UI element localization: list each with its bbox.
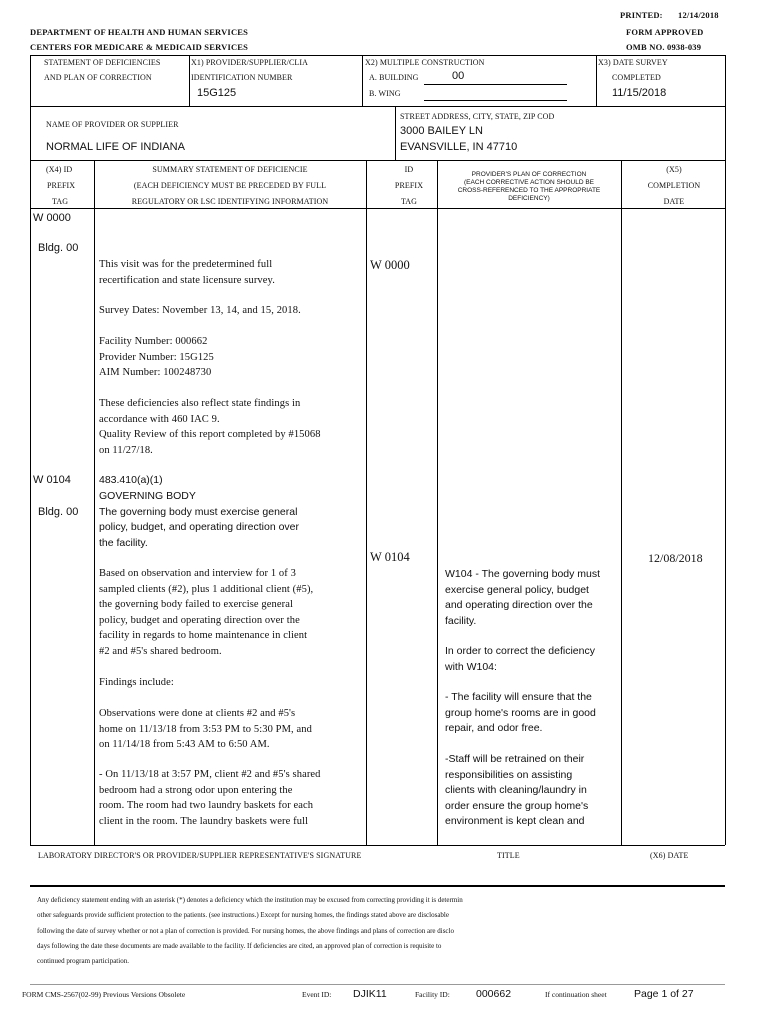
- tag-w0000-left: W 0000: [33, 212, 71, 224]
- event-id-label: Event ID:: [302, 990, 332, 999]
- plan-governing-body: W104 - The governing body must exercise general policy, budget and operating direction over the facility.: [445, 568, 601, 627]
- disclaimer-text: Any deficiency statement ending with an asterisk (*) denotes a deficiency which the institution may be excused from correcting providing it is determin other safeguards provide sufficient protection to the patients. (see instructions.) Except for nursing homes, the findings stated above are disclosable following the date of survey whether or not a plan of correction is provided. For nursing homes, the above findings and plans of correction are disclo days following the date these documents are made available to the facility. If deficiencies are cited, an approved plan of correction is requisite to continued program participation.: [37, 896, 463, 966]
- form-approved: FORM APPROVED: [626, 27, 704, 37]
- provider-name: NORMAL LIFE OF INDIANA: [46, 141, 185, 153]
- plan-header-3: CROSS-REFERENCED TO THE APPROPRIATE: [457, 187, 601, 194]
- summary-header-1: SUMMARY STATEMENT OF DEFICIENCIE: [152, 165, 308, 174]
- tag-w0104-right: W 0104: [370, 550, 410, 564]
- paragraph-governing-body: 483.410(a)(1) GOVERNING BODY The governing body must exercise general policy, budget, and operating direction over the facility.: [99, 474, 300, 550]
- plan-header-4: DEFICIENCY): [508, 195, 550, 202]
- tag-w0000-right: W 0000: [370, 258, 410, 272]
- wing-label: B. WING: [369, 89, 401, 98]
- page-number: Page 1 of 27: [634, 988, 694, 1000]
- paragraph-bedroom-odor: - On 11/13/18 at 3:57 PM, client #2 and #5's shared bedroom had a strong odor upon entering the room. The room had two laundry baskets for each client in the room. The laundry baskets were full: [99, 769, 321, 827]
- bldg-00-second: Bldg. 00: [38, 506, 79, 518]
- paragraph-observation-basis: Based on observation and interview for 1 of 3 sampled clients (#2), plus 1 additional client (#5), the governing body failed to exercise general policy, budget and operating direction over the facility in regards to home maintenance in client #2 and #5's shared bedroom.: [99, 568, 314, 657]
- x5-header-1: (X5): [666, 165, 682, 174]
- statement-label-1: STATEMENT OF DEFICIENCIES: [44, 58, 161, 67]
- x4-header-3: TAG: [52, 197, 69, 206]
- printed-date: 12/14/2018: [678, 10, 719, 20]
- x3-label-2: COMPLETED: [612, 73, 661, 82]
- centers-title: CENTERS FOR MEDICARE & MEDICAID SERVICES: [30, 42, 249, 52]
- x1-label-1: X1) PROVIDER/SUPPLIER/CLIA: [191, 58, 309, 67]
- printed-label: PRINTED:: [620, 10, 663, 20]
- x4-header-2: PREFIX: [47, 181, 76, 190]
- x3-label-1: X3) DATE SURVEY: [598, 58, 668, 67]
- continuation-label: If continuation sheet: [545, 990, 607, 999]
- event-id-value: DJIK11: [353, 988, 387, 1000]
- id-header-3: TAG: [400, 197, 418, 206]
- completion-date: 12/08/2018: [648, 551, 703, 565]
- id-header-1: ID: [404, 165, 414, 174]
- plan-staff-retraining: -Staff will be retrained on their responsibilities on assisting clients with cleaning/laundry in order ensure the group home's environment is kept clean and: [445, 753, 589, 828]
- survey-date: 11/15/2018: [612, 87, 667, 99]
- building-value: 00: [452, 70, 465, 82]
- street-address: 3000 BAILEY LN: [400, 125, 483, 137]
- plan-header-1: PROVIDER'S PLAN OF CORRECTION: [471, 171, 587, 178]
- provider-number: 15G125: [197, 87, 237, 99]
- building-label: A. BUILDING: [369, 73, 419, 82]
- facility-id-label: Facility ID:: [415, 990, 450, 999]
- department-title: DEPARTMENT OF HEALTH AND HUMAN SERVICES: [30, 27, 249, 37]
- paragraph-observation-times: Observations were done at clients #2 and #5's home on 11/13/18 from 3:53 PM to 5:30 PM, and on 11/14/18 from 5:43 AM to 6:50 AM.: [99, 708, 312, 751]
- omb-number: OMB NO. 0938-039: [626, 42, 702, 52]
- title-label: TITLE: [497, 851, 520, 860]
- x1-label-2: IDENTIFICATION NUMBER: [191, 73, 293, 82]
- plan-rooms-repair: - The facility will ensure that the group home's rooms are in good repair, and odor free.: [445, 691, 596, 735]
- tag-w0104-left: W 0104: [33, 474, 71, 486]
- x5-header-2: COMPLETION: [647, 181, 701, 190]
- x4-header-1: (X4) ID: [46, 165, 73, 174]
- facility-id-value: 000662: [476, 988, 512, 1000]
- paragraph-state-findings: These deficiencies also reflect state findings in accordance with 460 IAC 9. Quality Review of this report completed by #15068 on 11/27/18.: [99, 398, 321, 456]
- form-number: FORM CMS-2567(02-99) Previous Versions Obsolete: [22, 990, 186, 999]
- paragraph-visit-purpose: This visit was for the predetermined full recertification and state licensure survey.: [99, 259, 275, 286]
- plan-header-2: (EACH CORRECTIVE ACTION SHOULD BE: [463, 179, 595, 186]
- bldg-00-first: Bldg. 00: [38, 242, 79, 254]
- paragraph-facility-numbers: Facility Number: 000662 Provider Number: 15G125 AIM Number: 100248730: [99, 336, 214, 379]
- id-header-2: PREFIX: [394, 181, 424, 190]
- statement-label-2: AND PLAN OF CORRECTION: [44, 73, 152, 82]
- paragraph-findings-include: Findings include:: [99, 677, 174, 688]
- plan-correct-deficiency: In order to correct the deficiency with W104:: [445, 645, 595, 673]
- x2-label: X2) MULTIPLE CONSTRUCTION: [365, 58, 485, 67]
- x6-date-label: (X6) DATE: [650, 851, 689, 860]
- x5-header-3: DATE: [663, 197, 685, 206]
- summary-header-3: REGULATORY OR LSC IDENTIFYING INFORMATION: [131, 197, 329, 206]
- director-signature-label: LABORATORY DIRECTOR'S OR PROVIDER/SUPPLIER REPRESENTATIVE'S SIGNATURE: [38, 851, 362, 860]
- city-state-zip: EVANSVILLE, IN 47710: [400, 141, 518, 153]
- street-label: STREET ADDRESS, CITY, STATE, ZIP COD: [400, 112, 555, 121]
- provider-label: NAME OF PROVIDER OR SUPPLIER: [46, 120, 179, 129]
- summary-header-2: (EACH DEFICIENCY MUST BE PRECEDED BY FULL: [133, 181, 327, 190]
- paragraph-survey-dates: Survey Dates: November 13, 14, and 15, 2018.: [99, 305, 301, 316]
